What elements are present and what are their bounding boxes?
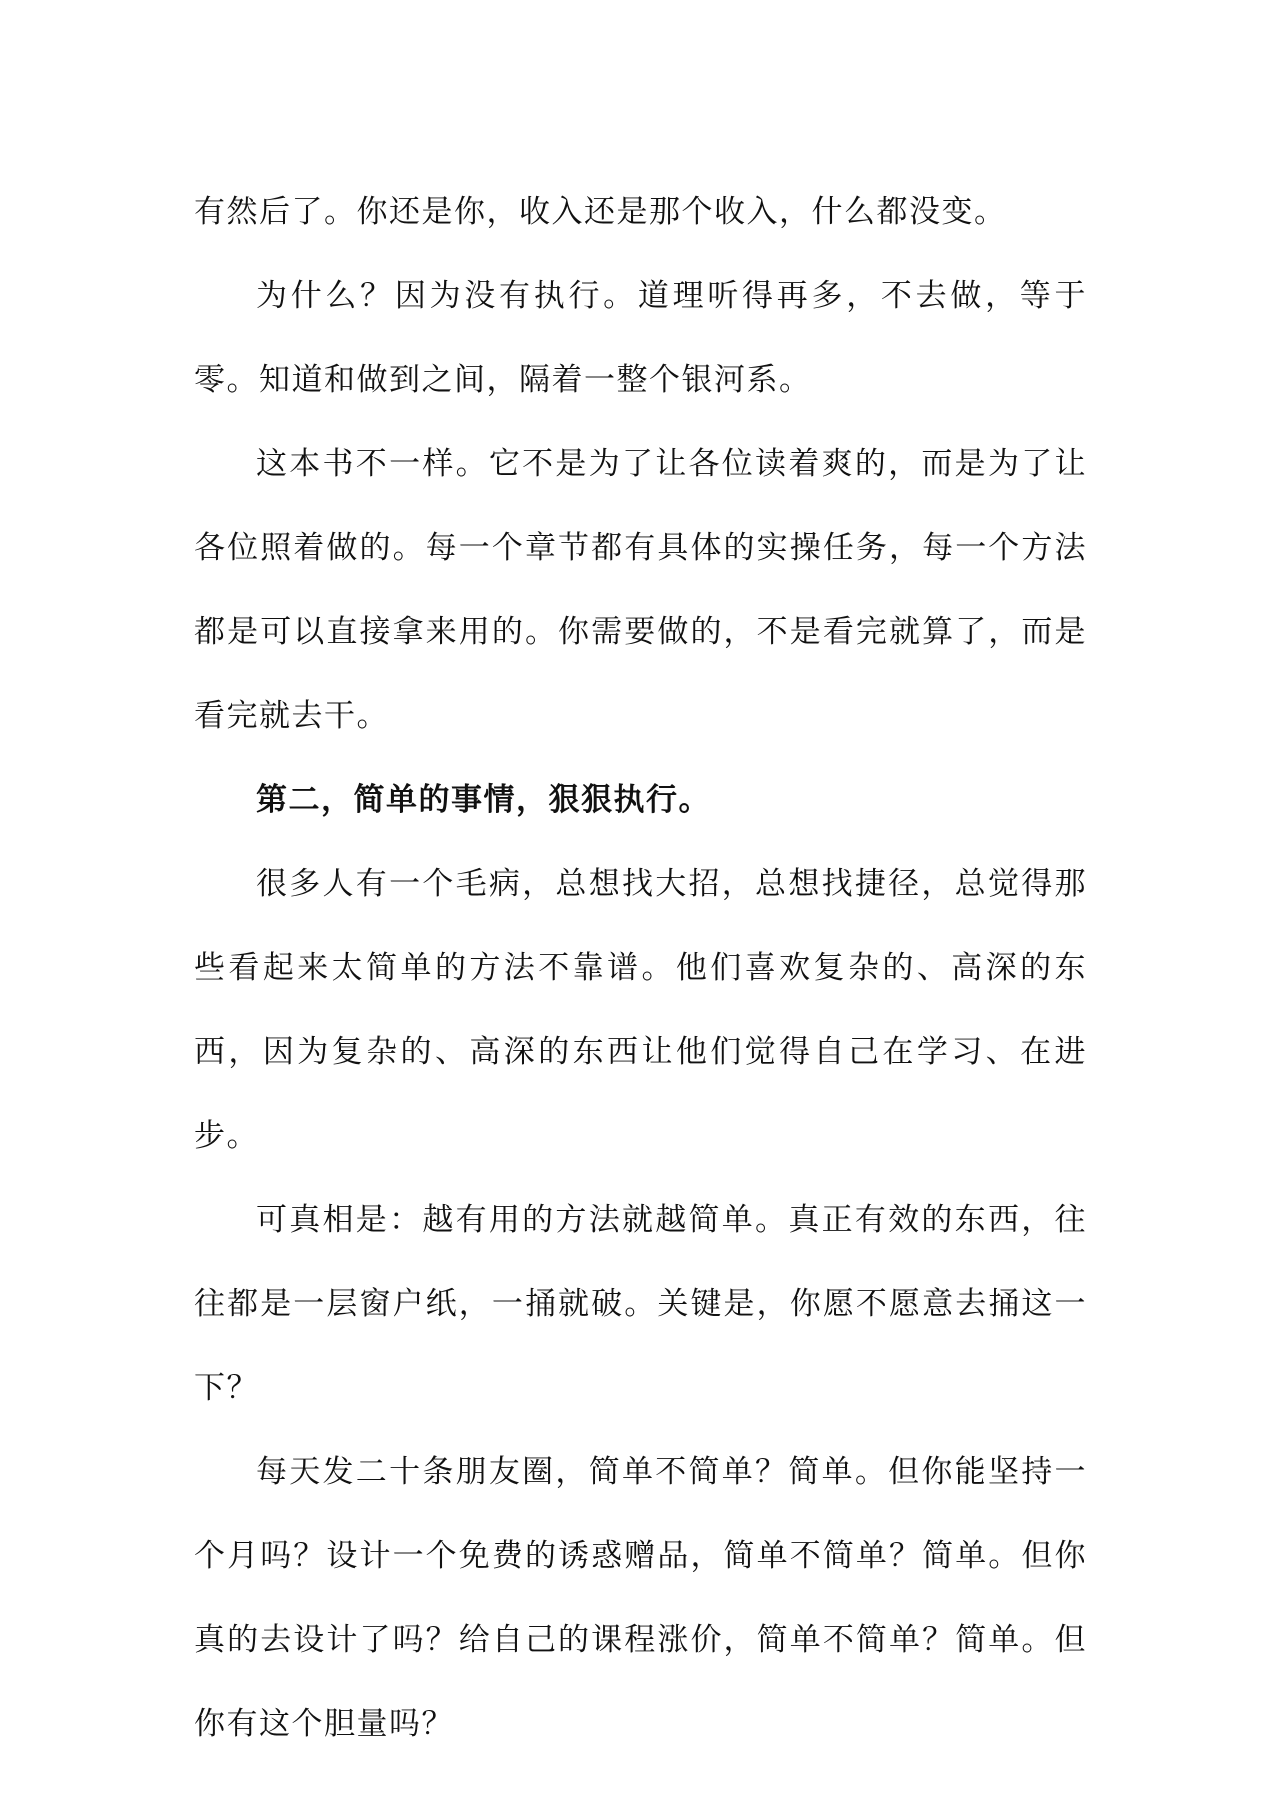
paragraph-1: 有然后了。你还是你，收入还是那个收入，什么都没变。 — [194, 194, 1007, 230]
paragraph-5: 很多人有一个毛病，总想找大招，总想找捷径，总觉得那些看起来太简单的方法不靠谱。他们喜欢复杂的、高深的东西，因为复杂的、高深的东西让他们觉得自己在学习、在进步。 — [194, 866, 1087, 1154]
section-heading: 第二，简单的事情，狠狠执行。 — [256, 782, 711, 818]
paragraph-3: 这本书不一样。它不是为了让各位读着爽的，而是为了让各位照着做的。每一个章节都有具体的实操任务，每一个方法都是可以直接拿来用的。你需要做的，不是看完就算了，而是看完就去干。 — [194, 446, 1087, 734]
document-body — [194, 170, 1087, 1766]
paragraph-7: 每天发二十条朋友圈，简单不简单？简单。但你能坚持一个月吗？设计一个免费的诱惑赠品，简单不简单？简单。但你真的去设计了吗？给自己的课程涨价，简单不简单？简单。但你有这个胆量吗？ — [194, 1454, 1087, 1742]
paragraph-6: 可真相是：越有用的方法就越简单。真正有效的东西，往往都是一层窗户纸，一捅就破。关键是，你愿不愿意去捅这一下？ — [194, 1202, 1087, 1406]
paragraph-2: 为什么？因为没有执行。道理听得再多，不去做，等于零。知道和做到之间，隔着一整个银河系。 — [194, 278, 1087, 398]
